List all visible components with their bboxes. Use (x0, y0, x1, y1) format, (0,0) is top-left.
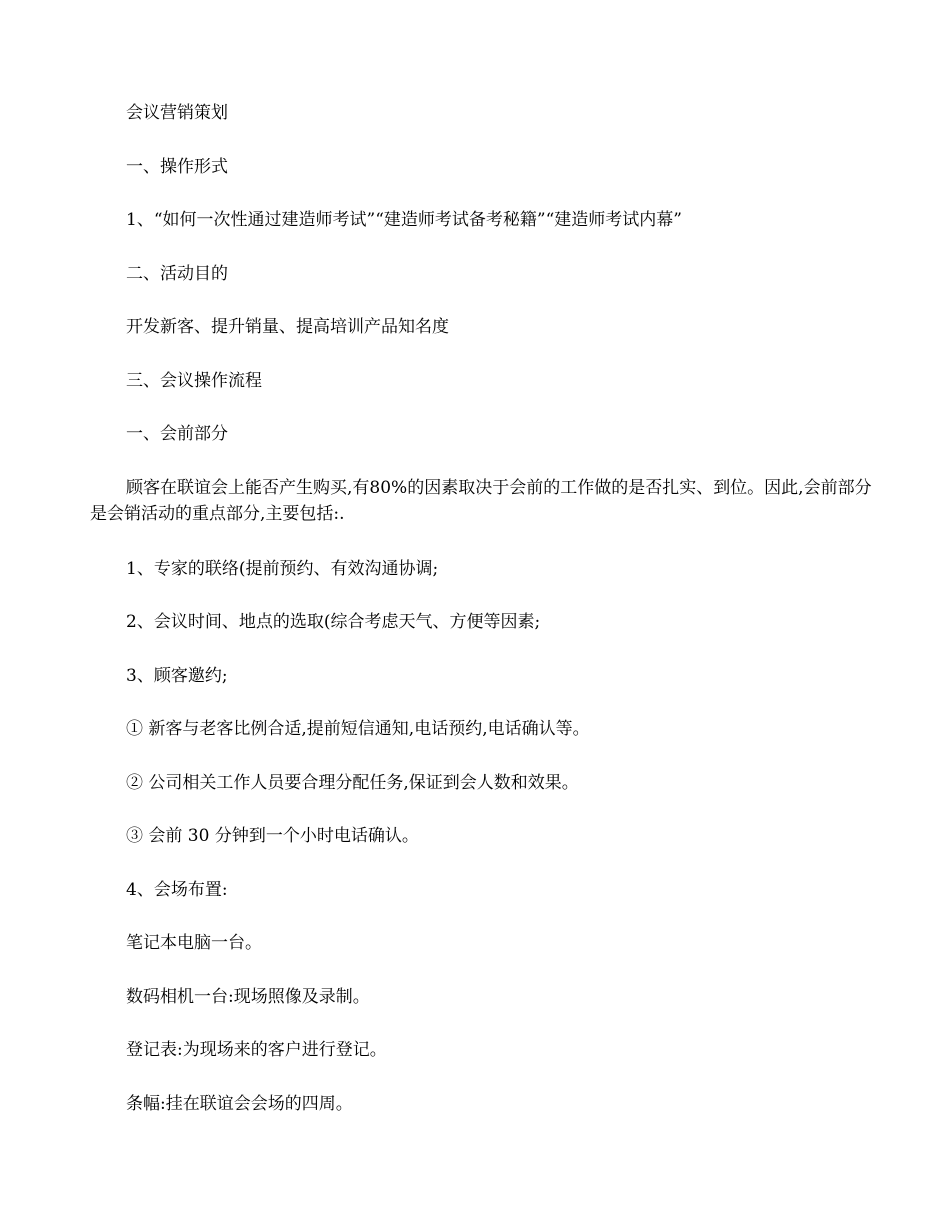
section-heading-meeting-process: 三、会议操作流程 (126, 371, 262, 391)
equipment-register: 登记表:为现场来的客户进行登记。 (126, 1040, 387, 1060)
document-title: 会议营销策划 (126, 103, 228, 123)
sub-item-phone-confirm: ③ 会前 30 分钟到一个小时电话确认。 (126, 826, 419, 846)
sub-item-ratio: ① 新客与老客比例合适,提前短信通知,电话预约,电话确认等。 (126, 719, 590, 739)
list-item-expert-contact: 1、专家的联络(提前预约、有效沟通协调; (126, 559, 439, 579)
equipment-camera: 数码相机一台:现场照像及录制。 (126, 987, 370, 1007)
paragraph-goals: 开发新客、提升销量、提高培训产品知名度 (126, 317, 449, 337)
equipment-laptop: 笔记本电脑一台。 (126, 933, 262, 953)
subsection-heading-pre-meeting: 一、会前部分 (126, 424, 228, 444)
list-item-time-location: 2、会议时间、地点的选取(综合考虑天气、方便等因素; (126, 612, 541, 632)
list-item-venue-setup: 4、会场布置: (126, 880, 228, 900)
paragraph-pre-meeting-importance: 顾客在联谊会上能否产生购买,有80%的因素取决于会前的工作做的是否扎实、到位。因此,会前部分是会销活动的重点部分,主要包括:. (90, 478, 872, 524)
section-heading-operation-form: 一、操作形式 (126, 157, 228, 177)
section-heading-activity-goal: 二、活动目的 (126, 264, 228, 284)
sub-item-staff-tasks: ② 公司相关工作人员要合理分配任务,保证到会人数和效果。 (126, 773, 579, 793)
list-item-customer-invitation: 3、顾客邀约; (126, 666, 228, 686)
equipment-banner: 条幅:挂在联谊会会场的四周。 (126, 1094, 353, 1114)
paragraph-topics: 1、“如何一次性通过建造师考试”“建造师考试备考秘籍”“建造师考试内幕” (126, 210, 682, 230)
